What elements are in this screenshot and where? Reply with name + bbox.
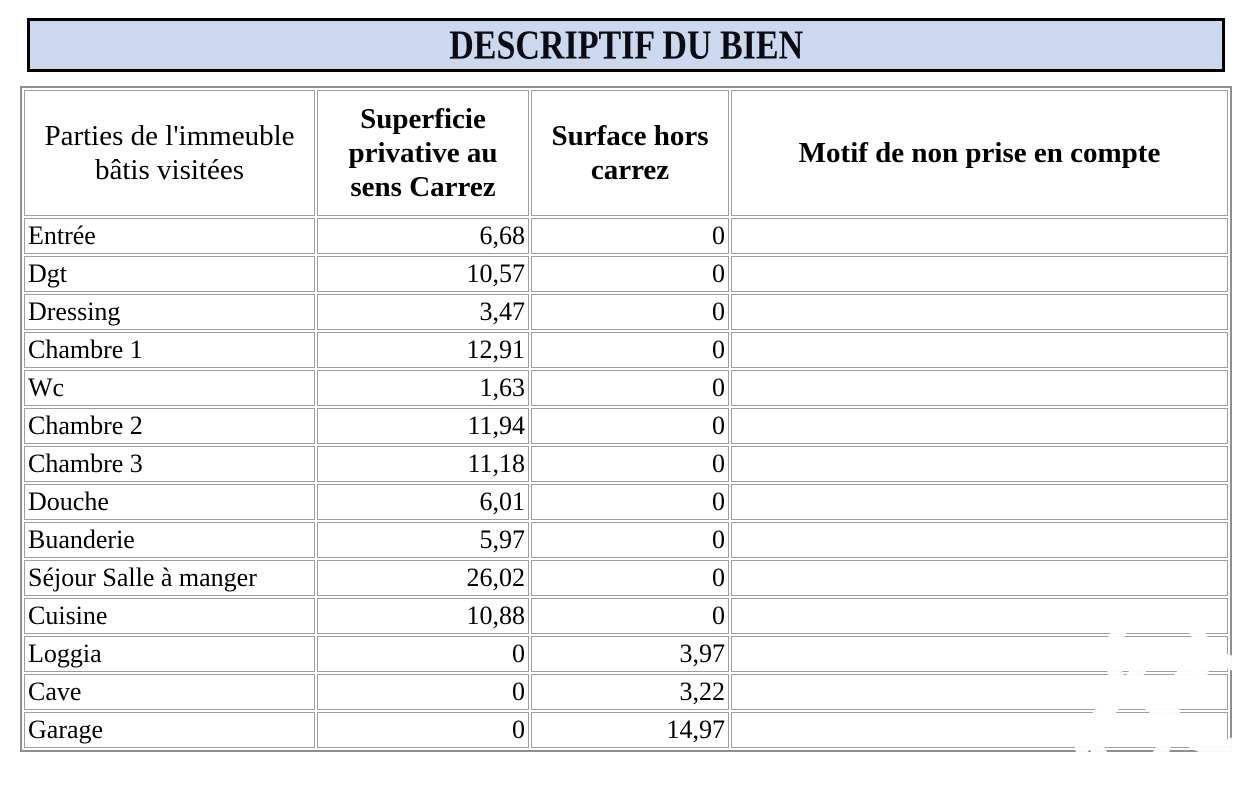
cell-superficie-carrez: 6,68 [317,218,529,254]
cell-superficie-carrez: 10,57 [317,256,529,292]
cell-superficie-carrez: 5,97 [317,522,529,558]
cell-surface-hors-carrez: 0 [531,598,729,634]
cell-motif [731,332,1228,368]
cell-superficie-carrez: 10,88 [317,598,529,634]
cell-surface-hors-carrez: 0 [531,218,729,254]
cell-parties: Loggia [24,636,315,672]
header-row [24,90,1228,216]
cell-surface-hors-carrez: 0 [531,484,729,520]
cell-parties: Cuisine [24,598,315,634]
cell-parties: Dgt [24,256,315,292]
cell-superficie-carrez: 3,47 [317,294,529,330]
cell-superficie-carrez: 12,91 [317,332,529,368]
table-row [24,560,1228,596]
cell-motif [731,484,1228,520]
cell-motif [731,256,1228,292]
cell-parties: Entrée [24,218,315,254]
table-row [24,484,1228,520]
cell-surface-hors-carrez: 0 [531,370,729,406]
cell-surface-hors-carrez: 14,97 [531,712,729,748]
table-body [24,218,1228,748]
page-title: DESCRIPTIF DU BIEN [449,21,803,68]
table-row [24,446,1228,482]
property-table-wrap [20,86,1232,752]
cell-surface-hors-carrez: 0 [531,522,729,558]
cell-surface-hors-carrez: 0 [531,446,729,482]
column-header-superficie-carrez: Superficie privative au sens Carrez [317,90,529,216]
cell-parties: Garage [24,712,315,748]
cell-superficie-carrez: 11,18 [317,446,529,482]
table-row [24,712,1228,748]
cell-parties: Séjour Salle à manger [24,560,315,596]
cell-motif [731,446,1228,482]
cell-parties: Douche [24,484,315,520]
cell-motif [731,560,1228,596]
cell-surface-hors-carrez: 0 [531,408,729,444]
cell-motif [731,370,1228,406]
cell-motif [731,674,1228,710]
cell-parties: Chambre 3 [24,446,315,482]
cell-parties: Dressing [24,294,315,330]
cell-parties: Cave [24,674,315,710]
table-row [24,332,1228,368]
section-banner [27,18,1225,72]
table-row [24,636,1228,672]
cell-surface-hors-carrez: 0 [531,560,729,596]
cell-motif [731,294,1228,330]
cell-parties: Chambre 1 [24,332,315,368]
cell-superficie-carrez: 6,01 [317,484,529,520]
cell-motif [731,598,1228,634]
column-header-surface-hors-carrez: Surface hors carrez [531,90,729,216]
cell-superficie-carrez: 11,94 [317,408,529,444]
column-header-parties: Parties de l'immeuble bâtis visitées [24,90,315,216]
property-table [20,86,1232,752]
cell-superficie-carrez: 0 [317,674,529,710]
table-row [24,218,1228,254]
cell-motif [731,408,1228,444]
cell-parties: Chambre 2 [24,408,315,444]
cell-parties: Wc [24,370,315,406]
cell-motif [731,712,1228,748]
table-row [24,256,1228,292]
cell-surface-hors-carrez: 3,22 [531,674,729,710]
cell-surface-hors-carrez: 0 [531,332,729,368]
cell-superficie-carrez: 0 [317,712,529,748]
table-row [24,294,1228,330]
cell-motif [731,522,1228,558]
column-header-motif: Motif de non prise en compte [731,90,1228,216]
cell-surface-hors-carrez: 0 [531,294,729,330]
table-row [24,408,1228,444]
table-row [24,674,1228,710]
cell-parties: Buanderie [24,522,315,558]
cell-motif [731,218,1228,254]
table-row [24,370,1228,406]
cell-surface-hors-carrez: 0 [531,256,729,292]
table-row [24,522,1228,558]
cell-superficie-carrez: 1,63 [317,370,529,406]
cell-superficie-carrez: 26,02 [317,560,529,596]
table-row [24,598,1228,634]
cell-surface-hors-carrez: 3,97 [531,636,729,672]
cell-superficie-carrez: 0 [317,636,529,672]
cell-motif [731,636,1228,672]
